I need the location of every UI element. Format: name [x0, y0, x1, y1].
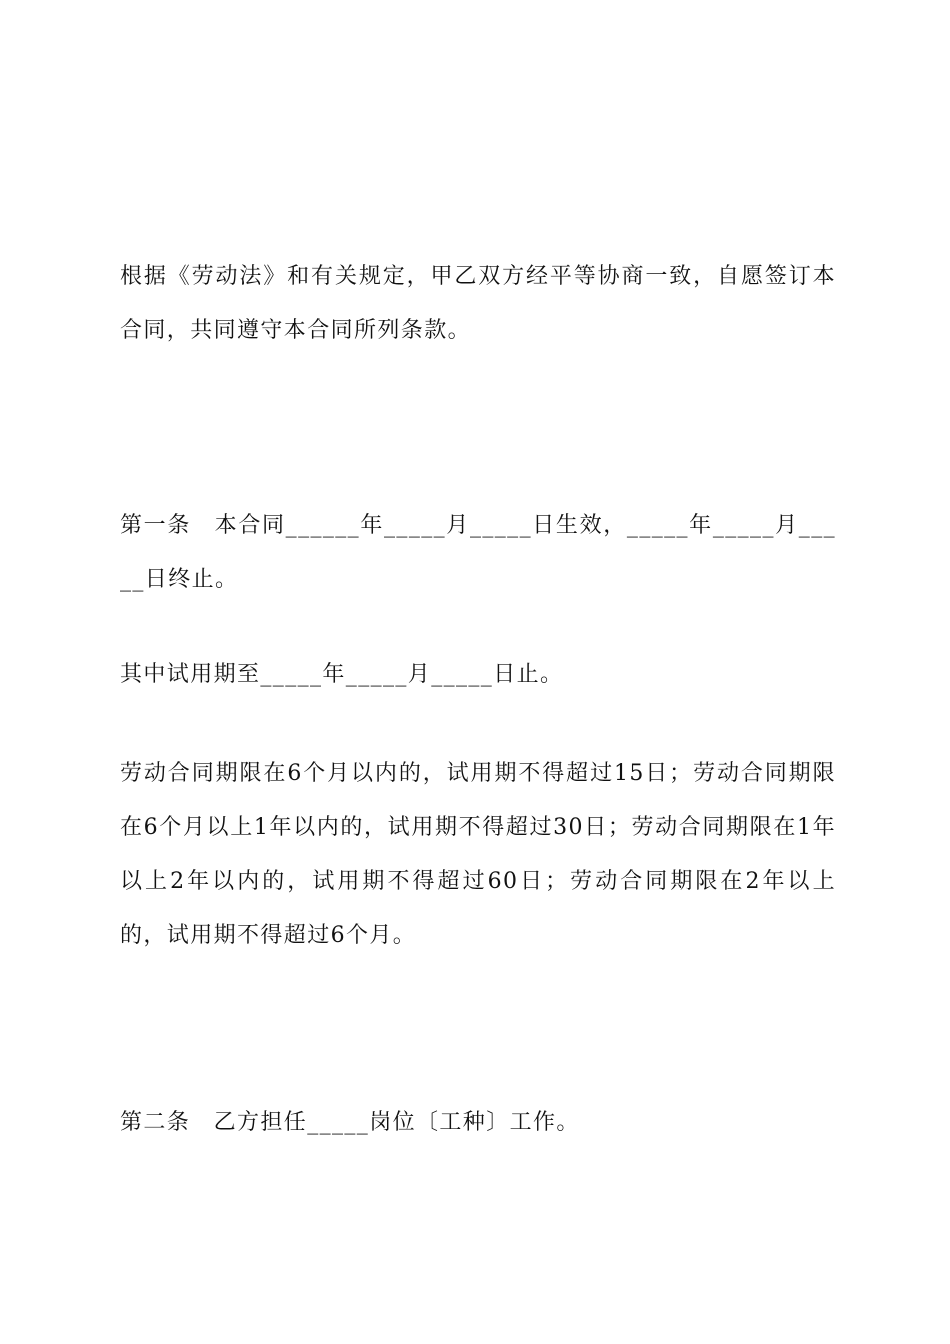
trial-period-paragraph: 其中试用期至_____年_____月_____日止。 — [120, 662, 564, 687]
article-2-position-paragraph: 第二条 乙方担任_____岗位〔工种〕工作。 — [120, 1110, 580, 1135]
trial-limits-paragraph: 劳动合同期限在6个月以内的，试用期不得超过15日；劳动合同期限在6个月以上1年以内的，试用期不得超过30日；劳动合同期限在1年以上2年以内的，试用期不得超过60日；劳动合同期限在2年以上的，试用期不得超过6个月。 — [120, 761, 836, 948]
article-1-term-paragraph: 第一条 本合同______年_____月_____日生效，_____年_____月_____日终止。 — [120, 513, 836, 592]
intro-paragraph: 根据《劳动法》和有关规定，甲乙双方经平等协商一致，自愿签订本合同，共同遵守本合同所列条款。 — [120, 264, 836, 343]
